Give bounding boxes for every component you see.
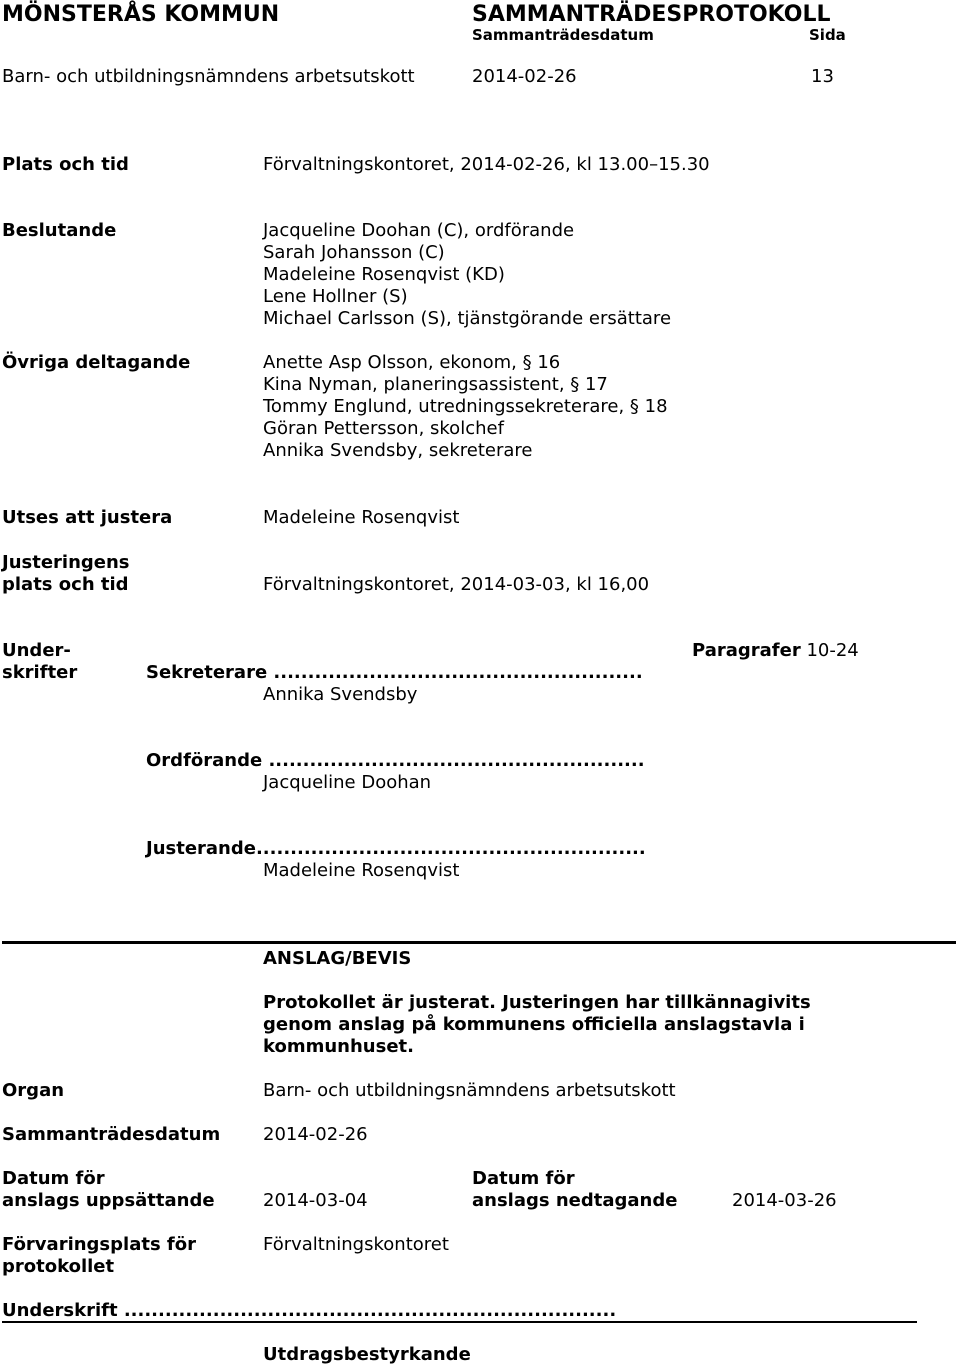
notice-title: ANSLAG/BEVIS (263, 948, 412, 969)
removed-label-line1: Datum för (472, 1168, 575, 1189)
committee-name: Barn- och utbildningsnämndens arbetsutskott (2, 66, 415, 87)
place-value: Förvaltningskontoret, 2014-02-26, kl 13.00–15.30 (263, 154, 710, 175)
organ-value: Barn- och utbildningsnämndens arbetsutskott (263, 1080, 676, 1101)
document-type: SAMMANTRÄDESPROTOKOLL (472, 2, 831, 27)
participant: Göran Pettersson, skolchef (263, 418, 504, 439)
meeting-date-header-label: Sammanträdesdatum (472, 26, 654, 44)
meeting-date: 2014-02-26 (472, 66, 577, 87)
page-number: 13 (811, 66, 834, 87)
notice-date-value: 2014-02-26 (263, 1124, 368, 1145)
notice-text-line: kommunhuset. (263, 1036, 414, 1057)
decision-makers-list (263, 220, 671, 330)
notice-divider (2, 941, 956, 944)
removed-label-line2: anslags nedtagande (472, 1190, 678, 1211)
adjuster-signature-name: Madeleine Rosenqvist (263, 860, 460, 881)
adjuster-label: Utses att justera (2, 507, 173, 528)
decision-maker: Michael Carlsson (S), tjänstgörande ersättare (263, 308, 672, 329)
participant: Kina Nyman, planeringsassistent, § 17 (263, 374, 608, 395)
organ-label: Organ (2, 1080, 65, 1101)
participant: Tommy Englund, utredningssekreterare, § 18 (263, 396, 668, 417)
other-participants-list (263, 352, 668, 462)
adjustment-value: Förvaltningskontoret, 2014-03-03, kl 16,00 (263, 574, 650, 595)
signature-line: Underskrift ........................................................................ (2, 1300, 617, 1321)
removed-date: 2014-03-26 (732, 1190, 837, 1211)
other-participants-label: Övriga deltagande (2, 352, 191, 373)
signature-underline (2, 1321, 917, 1323)
adjuster-value: Madeleine Rosenqvist (263, 507, 460, 528)
storage-label-line2: protokollet (2, 1256, 115, 1277)
place-label: Plats och tid (2, 154, 129, 175)
decision-maker: Lene Hollner (S) (263, 286, 408, 307)
notice-text-line: genom anslag på kommunens officiella anslagstavla i (263, 1014, 805, 1035)
chair-signature-line: Ordförande ....................................................... (146, 750, 645, 771)
decision-makers-label: Beslutande (2, 220, 117, 241)
posted-label-line1: Datum för (2, 1168, 105, 1189)
municipality-name: MÖNSTERÅS KOMMUN (2, 2, 280, 27)
page-header-label: Sida (809, 26, 846, 44)
adjustment-label-line1: Justeringens (2, 552, 130, 573)
decision-maker: Madeleine Rosenqvist (KD) (263, 264, 505, 285)
chair-name: Jacqueline Doohan (263, 772, 432, 793)
participant: Anette Asp Olsson, ekonom, § 16 (263, 352, 561, 373)
extract-certification-label: Utdragsbestyrkande (263, 1344, 471, 1365)
notice-text (263, 992, 811, 1058)
notice-text-line: Protokollet är justerat. Justeringen har tillkännagivits (263, 992, 811, 1013)
signatures-label-line2: skrifter (2, 662, 78, 683)
adjustment-label-line2: plats och tid (2, 574, 129, 595)
posted-label-line2: anslags uppsättande (2, 1190, 215, 1211)
secretary-signature-line: Sekreterare ...................................................... (146, 662, 643, 683)
decision-maker: Sarah Johansson (C) (263, 242, 445, 263)
decision-maker: Jacqueline Doohan (C), ordförande (263, 220, 575, 241)
storage-value: Förvaltningskontoret (263, 1234, 449, 1255)
participant: Annika Svendsby, sekreterare (263, 440, 533, 461)
paragraphs-label: Paragrafer (692, 640, 801, 661)
signatures-label-line1: Under- (2, 640, 71, 661)
paragraphs-value: 10-24 (806, 640, 859, 661)
paragraphs (692, 640, 859, 662)
posted-date: 2014-03-04 (263, 1190, 368, 1211)
storage-label-line1: Förvaringsplats för (2, 1234, 197, 1255)
notice-date-label: Sammanträdesdatum (2, 1124, 221, 1145)
secretary-name: Annika Svendsby (263, 684, 418, 705)
adjuster-signature-line: Justerande......................................................... (146, 838, 646, 859)
